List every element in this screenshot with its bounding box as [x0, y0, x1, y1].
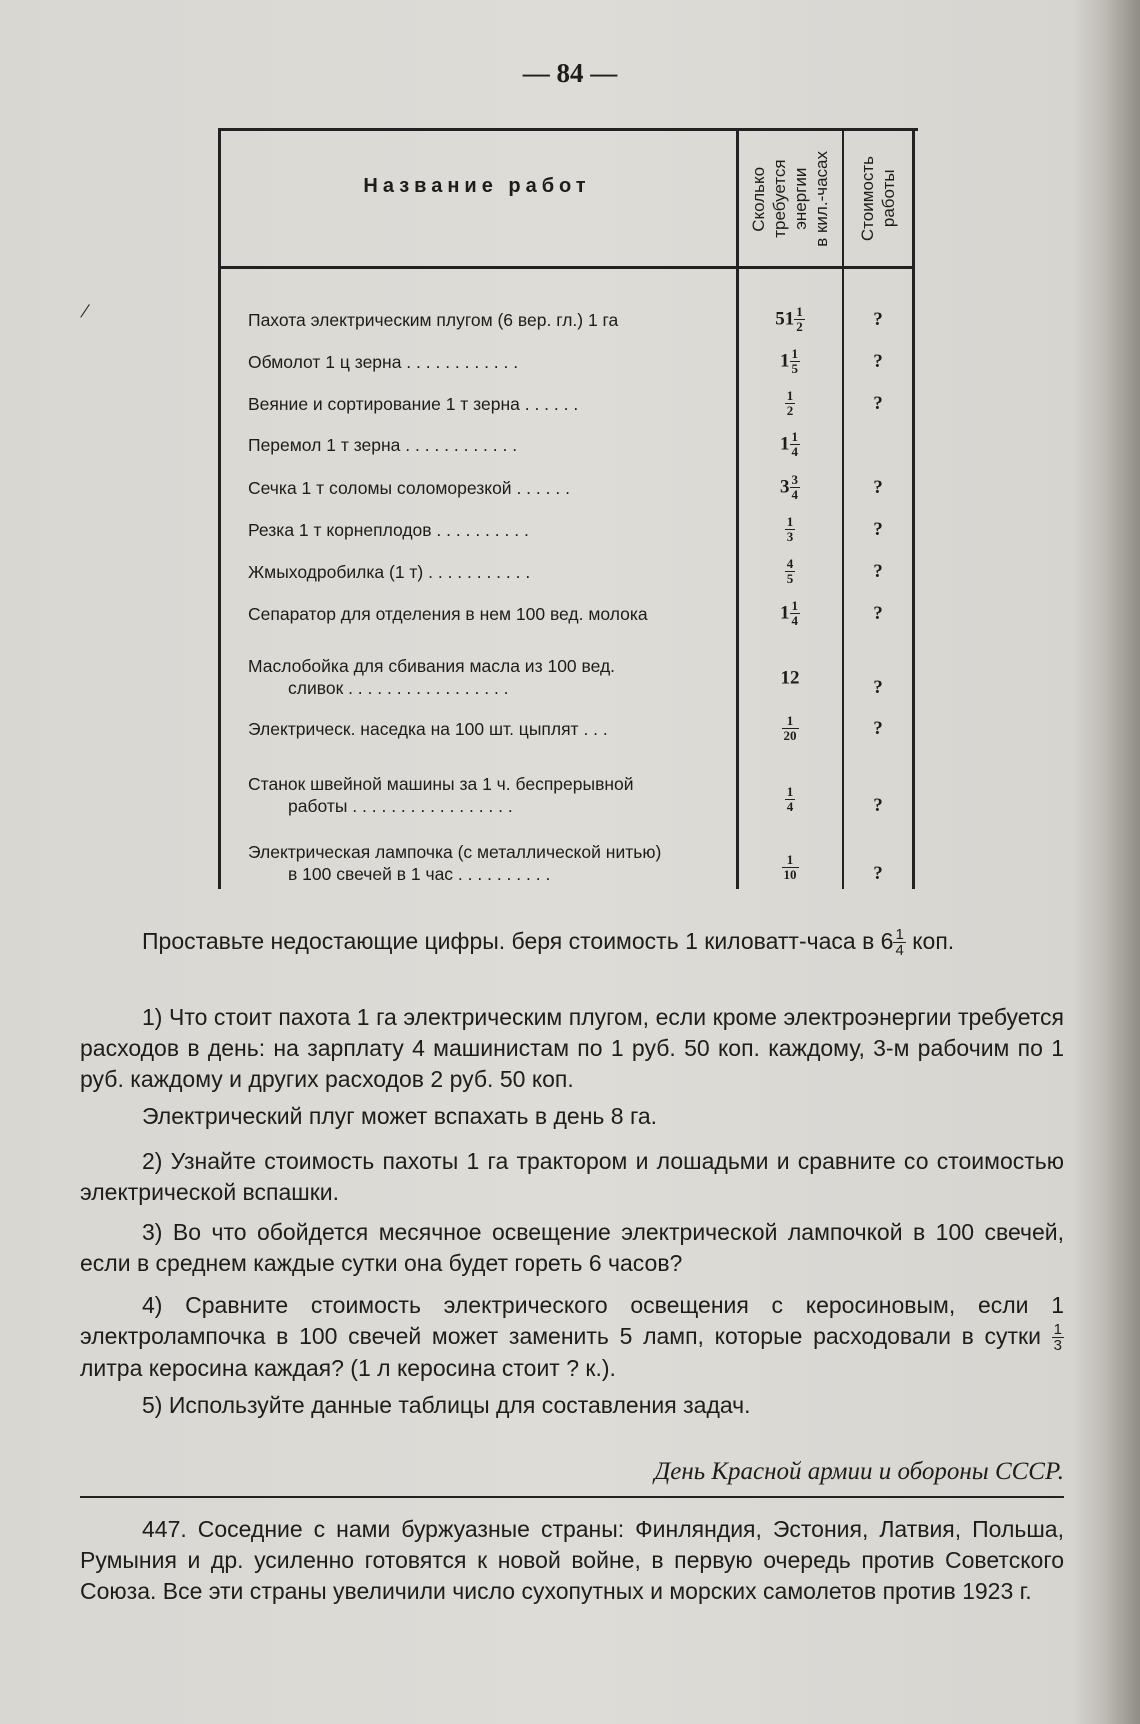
energy-value [740, 515, 840, 544]
fraction: $\frac{1}{4}$ [895, 926, 904, 960]
fraction: $\frac{4}{5}$ [786, 556, 794, 586]
intro-paragraph: Проставьте недостающие цифры. беря стоимость 1 киловатт-часа в 6 $\frac{1}{4}$ коп. [142, 926, 955, 960]
energy-value [740, 853, 840, 882]
fraction: $\frac{1}{2}$ [786, 388, 794, 418]
work-name: Станок швейной машины за 1 ч. беспрерывной работы . . . . . . . . . . . . . . . . . [248, 774, 634, 816]
table-rule [842, 131, 844, 889]
energy-value: 1 $\frac{1}{4}$ [780, 598, 798, 628]
section-rule [80, 1496, 1064, 1498]
question-3: 3) Во что обойдется месячное освещение электрической лампочкой в 100 свечей, если в среднем каждые сутки она будет гореть 6 часов? [80, 1219, 1064, 1276]
column-header-energy: Сколько требуется энергии в кил.-часах [749, 151, 831, 247]
work-name: Жмыходробилка (1 т) . . . . . . . . . . . [248, 562, 531, 582]
energy-value: 1 $\frac{1}{5}$ [780, 346, 798, 376]
table-header-rule [218, 266, 912, 269]
column-header-name: Название работ [363, 175, 591, 197]
energy-value: 51 $\frac{1}{2}$ [775, 304, 803, 334]
question-4: 4) Сравните стоимость электрического освещения с керосиновым, если 1 электролампочка в 100 свечей может заменить 5 ламп, которые расходовали в сутки $\frac{1}{3}$ литра керосина каждая? (1 л керосина стоит ? к.). [80, 1292, 1064, 1382]
fraction: $\frac{1}{3}$ [1053, 1321, 1062, 1355]
work-name: Веяние и сортирование 1 т зерна . . . . . . [248, 394, 579, 414]
work-name: Сепаратор для отделения в нем 100 вед. молока [248, 604, 648, 624]
energy-value: 12 [780, 667, 800, 689]
problem-447: 447. Соседние с нами буржуазные страны: Финляндия, Эстония, Латвия, Польша, Румыния и др. усиленно готовятся к новой войне, в первую очередь против Советского Союза. Все эти страны увеличили число сухопутных и морских самолетов против 1923 г. [80, 1516, 1064, 1604]
table-rule [736, 131, 739, 889]
work-name: Пахота электрическим плугом (6 вер. гл.) 1 га [248, 310, 619, 330]
table-rule [218, 131, 221, 889]
energy-value: 3 $\frac{3}{4}$ [780, 472, 798, 502]
fraction: $\frac{1}{5}$ [791, 346, 798, 376]
question-5: 5) Используйте данные таблицы для составления задач. [142, 1392, 751, 1418]
fraction: $\frac{1}{4}$ [791, 598, 798, 628]
work-name: Обмолот 1 ц зерна . . . . . . . . . . . . [248, 352, 519, 372]
page-number: — 84 — [522, 58, 618, 88]
work-name: Перемол 1 т зерна . . . . . . . . . . . . [248, 435, 518, 455]
question-1-note: Электрический плуг может вспахать в день 8 га. [142, 1103, 658, 1129]
energy-value [740, 557, 840, 586]
cost-value: ? [873, 863, 883, 884]
section-heading: День Красной армии и обороны СССР. [654, 1458, 1064, 1485]
cost-value: ? [873, 309, 883, 330]
energy-value [740, 714, 840, 743]
margin-mark: / [78, 297, 92, 324]
fraction: $\frac{1}{10}$ [783, 852, 797, 882]
question-2: 2) Узнайте стоимость пахоты 1 га трактором и лошадьми и сравните со стоимостью электрической вспашки. [80, 1148, 1064, 1205]
cost-value: ? [873, 718, 883, 739]
energy-value: 1 $\frac{1}{4}$ [780, 429, 798, 459]
cost-value: ? [873, 351, 883, 372]
fraction: $\frac{1}{4}$ [791, 429, 798, 459]
table-rule [912, 131, 915, 889]
work-name: Резка 1 т корнеплодов . . . . . . . . . . [248, 520, 529, 540]
fraction: $\frac{1}{4}$ [786, 784, 794, 814]
fraction: $\frac{1}{3}$ [786, 514, 794, 544]
cost-value: ? [873, 677, 883, 698]
energy-table [218, 128, 918, 889]
cost-value: ? [873, 393, 883, 414]
cost-value: ? [873, 477, 883, 498]
energy-value [740, 785, 840, 814]
cost-value: ? [873, 603, 883, 624]
fraction: $\frac{3}{4}$ [791, 472, 798, 502]
fraction: $\frac{1}{2}$ [796, 304, 803, 334]
work-name: Сечка 1 т соломы соломорезкой . . . . . . [248, 478, 570, 498]
work-name: Электрическ. наседка на 100 шт. цыплят . . . [248, 719, 608, 739]
cost-value: ? [873, 561, 883, 582]
work-name: Электрическая лампочка (с металлической нитью) в 100 свечей в 1 час . . . . . . . . . . [248, 842, 662, 884]
energy-value [740, 389, 840, 418]
column-header-cost: Стоимость работы [858, 156, 898, 242]
fraction: $\frac{1}{20}$ [783, 713, 797, 743]
question-1: 1) Что стоит пахота 1 га электрическим плугом, если кроме электроэнергии требуется расходов в день: на зарплату 4 машинистам по 1 руб. 50 коп. каждому, 3-м рабочим по 1 руб. каждому и других расходов 2 руб. 50 коп. [80, 1004, 1064, 1092]
cost-value: ? [873, 795, 883, 816]
cost-value: ? [873, 519, 883, 540]
work-name: Маслобойка для сбивания масла из 100 вед. сливок . . . . . . . . . . . . . . . . . [248, 656, 616, 698]
